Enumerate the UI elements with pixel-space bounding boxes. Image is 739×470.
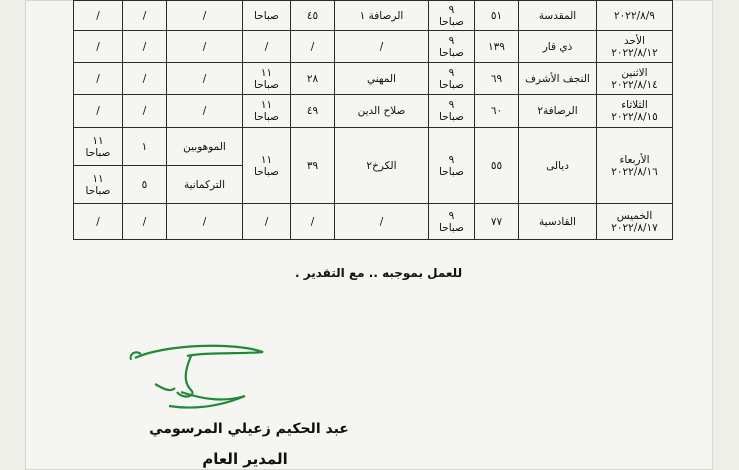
sub-time-hour: / <box>96 40 100 53</box>
day-date-cell <box>597 1 673 31</box>
time-period: صباحا <box>439 46 464 59</box>
count-cell: ٧٧ <box>475 204 519 240</box>
branch-count-cell: / <box>291 31 335 63</box>
time2-cell <box>243 63 291 95</box>
time-cell <box>429 128 475 204</box>
document-page <box>25 0 713 470</box>
sub-count-cell: / <box>123 31 167 63</box>
branch-cell: / <box>335 204 429 240</box>
sub-time-period: صباحا <box>85 184 111 197</box>
sub-count-cell: / <box>123 1 167 31</box>
sub-count-cell: ٥ <box>123 166 167 204</box>
time-period: صباحا <box>439 15 464 28</box>
sub-name-cell: / <box>167 204 243 240</box>
date-value: ٢٠٢٢/٨/١٦ <box>611 165 658 178</box>
time2-cell <box>243 95 291 128</box>
table-row <box>74 63 673 95</box>
day-name: الأربعاء <box>619 153 650 166</box>
count-cell: ٦٠ <box>475 95 519 128</box>
sub-time-hour: / <box>96 105 100 117</box>
sub-time-hour: / <box>96 72 100 85</box>
table-row <box>74 95 673 128</box>
day-date-cell <box>597 63 673 95</box>
time2-period: صباحا <box>254 111 279 123</box>
sub-name-cell: / <box>167 1 243 31</box>
time-hour: ٩ <box>448 209 455 222</box>
time-hour: ٩ <box>448 34 455 47</box>
province-cell: المقدسة <box>519 1 597 31</box>
sub-time-hour: ١١ <box>92 134 104 147</box>
date-value: ٢٠٢٢/٨/١٤ <box>611 78 658 91</box>
sub-time-cell <box>74 166 123 204</box>
branch-cell: صلاح الدين <box>335 95 429 128</box>
time-period: صباحا <box>439 165 464 178</box>
branch-count-cell: ٣٩ <box>291 128 335 204</box>
time2-hour: ١١ <box>260 99 273 111</box>
count-cell: ٥٥ <box>475 128 519 204</box>
date-value: ٢٠٢٢/٨/١٥ <box>611 111 658 123</box>
time-period: صباحا <box>439 78 464 91</box>
sub-name-cell: / <box>167 31 243 63</box>
sub-time-hour: / <box>96 215 100 228</box>
day-date-cell <box>597 95 673 128</box>
count-cell: ٥١ <box>475 1 519 31</box>
sub-time-cell <box>74 31 123 63</box>
branch-count-cell: ٢٨ <box>291 63 335 95</box>
branch-cell: المهني <box>335 63 429 95</box>
signature-graphic <box>125 340 275 412</box>
province-cell: النجف الأشرف <box>519 63 597 95</box>
time2-cell <box>243 1 291 31</box>
time-cell <box>429 63 475 95</box>
time2-hour: ١١ <box>260 153 273 166</box>
branch-cell: / <box>335 31 429 63</box>
province-cell: ديالى <box>519 128 597 204</box>
time-cell <box>429 95 475 128</box>
time-hour: ٩ <box>448 153 455 166</box>
sub-time-period: صباحا <box>85 146 111 159</box>
sub-count-cell: / <box>123 204 167 240</box>
province-cell: الرصافة٢ <box>519 95 597 128</box>
date-value: ٢٠٢٢/٨/١٧ <box>611 221 658 234</box>
time-cell <box>429 31 475 63</box>
count-cell: ٦٩ <box>475 63 519 95</box>
table-row <box>74 1 673 31</box>
day-date-cell <box>597 31 673 63</box>
time-cell <box>429 1 475 31</box>
sub-time-cell <box>74 128 123 166</box>
branch-count-cell: ٤٩ <box>291 95 335 128</box>
time-hour: ٩ <box>448 66 455 79</box>
branch-cell: الرصافة ١ <box>335 1 429 31</box>
time2-period: صباحا <box>254 78 279 91</box>
time2-hour: / <box>264 40 269 53</box>
time-hour: ٩ <box>448 99 455 111</box>
day-name: الخميس <box>616 209 653 222</box>
sub-count-cell: ١ <box>123 128 167 166</box>
time2-period: صباحا <box>254 9 279 22</box>
sub-count-cell: / <box>123 95 167 128</box>
sub-time-cell <box>74 63 123 95</box>
schedule-table <box>73 0 673 240</box>
day-date-cell <box>597 204 673 240</box>
province-cell: القادسية <box>519 204 597 240</box>
closing-remark: للعمل بموجبه .. مع التقدير . <box>295 266 463 280</box>
sub-time-hour: ١١ <box>92 172 104 185</box>
day-date-cell <box>597 128 673 204</box>
time-hour: ٩ <box>448 3 455 16</box>
branch-count-cell: ٤٥ <box>291 1 335 31</box>
sub-time-hour: / <box>96 9 100 22</box>
branch-count-cell: / <box>291 204 335 240</box>
sub-name-cell: التركمانية <box>167 166 243 204</box>
signer-name: عبد الحكيم زعيلي المرسومي <box>149 421 349 437</box>
date-value: ٢٠٢٢/٨/١٢ <box>611 46 658 59</box>
time2-period: صباحا <box>254 165 279 178</box>
day-name: الاثنين <box>621 66 648 79</box>
time-period: صباحا <box>439 111 464 123</box>
time2-cell <box>243 128 291 204</box>
time2-cell <box>243 204 291 240</box>
count-cell: ١٣٩ <box>475 31 519 63</box>
time2-hour: ١١ <box>260 66 273 79</box>
time2-hour: / <box>264 215 269 228</box>
time-period: صباحا <box>439 221 464 234</box>
sub-name-cell: الموهوبين <box>167 128 243 166</box>
time2-cell <box>243 31 291 63</box>
sub-time-cell <box>74 1 123 31</box>
day-name: الأحد <box>624 34 645 47</box>
province-cell: ذي قار <box>519 31 597 63</box>
branch-cell: الكرخ٢ <box>335 128 429 204</box>
time-cell <box>429 204 475 240</box>
sub-time-cell <box>74 95 123 128</box>
date-value: ٢٠٢٢/٨/٩ <box>614 9 655 22</box>
table-row <box>74 31 673 63</box>
sub-count-cell: / <box>123 63 167 95</box>
day-name: الثلاثاء <box>621 99 648 111</box>
signer-title: المدير العام <box>202 450 288 468</box>
sub-name-cell: / <box>167 95 243 128</box>
sub-time-cell <box>74 204 123 240</box>
table-row <box>74 204 673 240</box>
sub-name-cell: / <box>167 63 243 95</box>
table-row <box>74 128 673 166</box>
